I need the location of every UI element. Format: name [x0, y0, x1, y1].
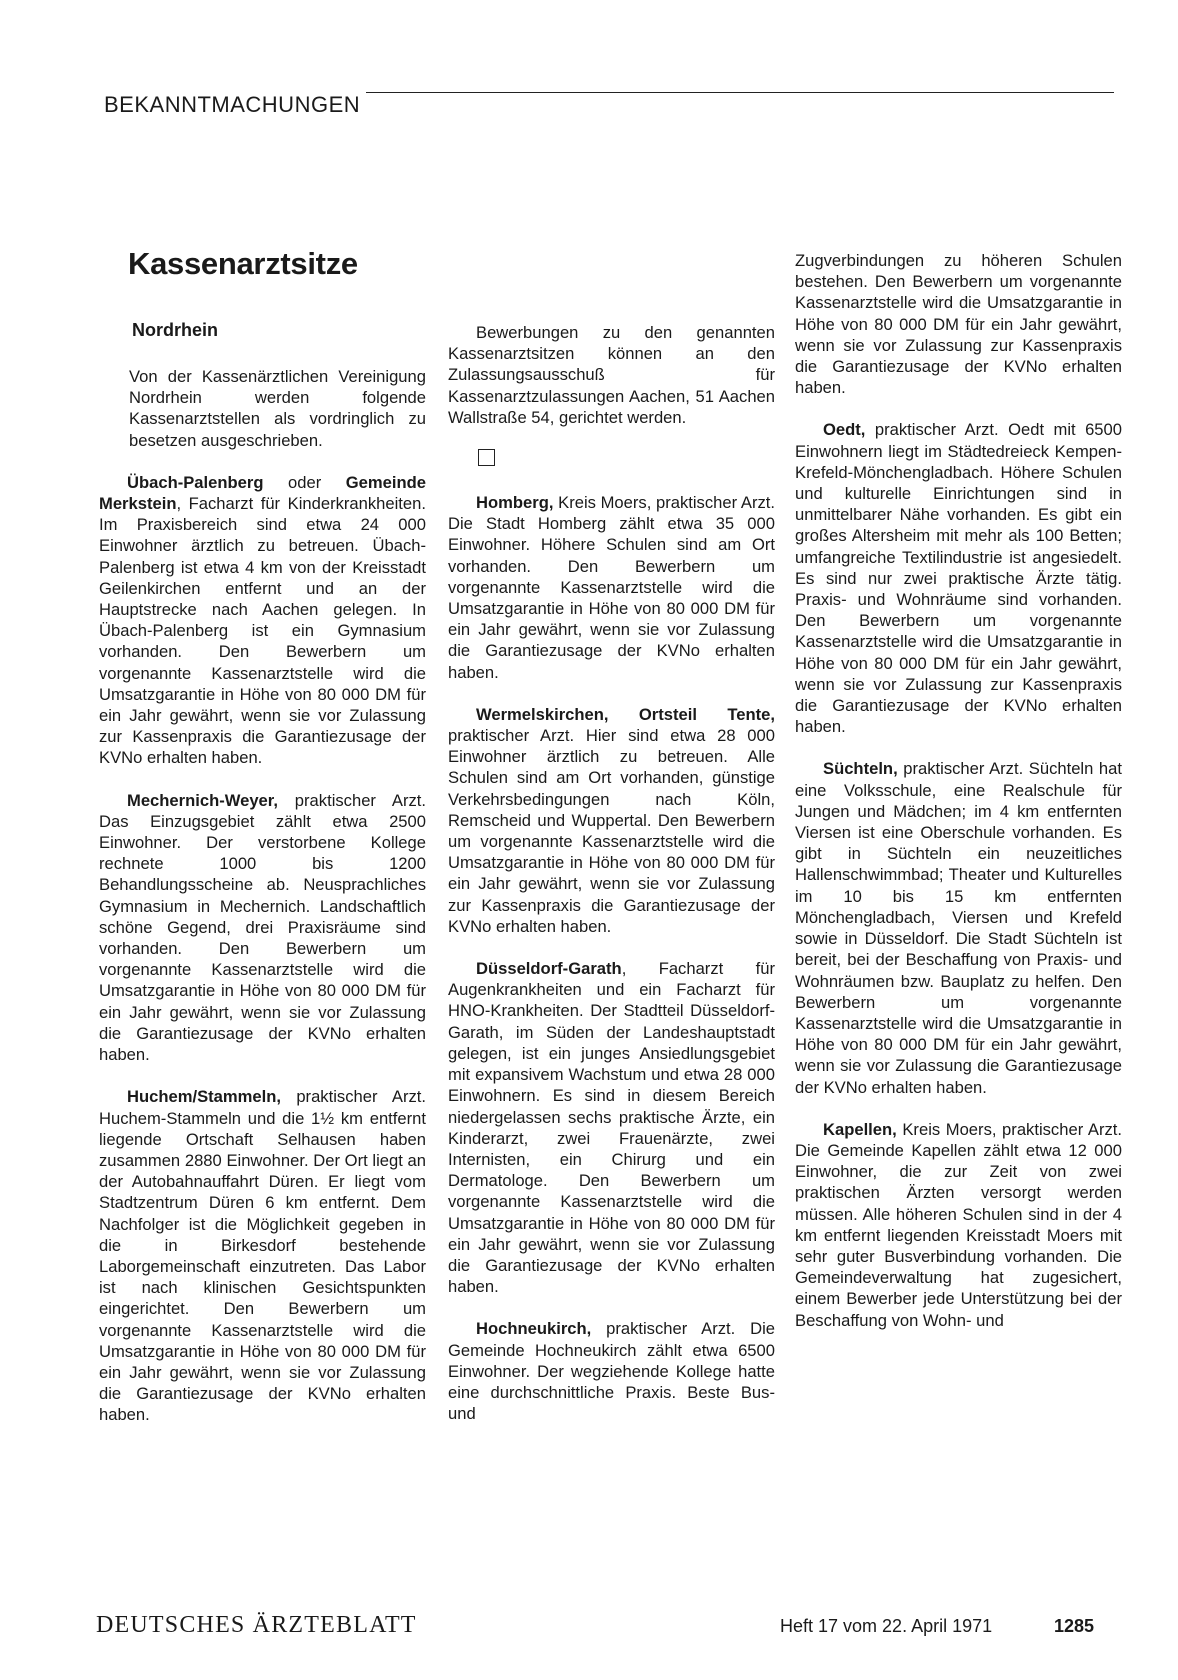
column-2 [448, 322, 775, 1445]
page-footer [96, 1612, 1106, 1642]
entry-hochneukirch-continued [795, 250, 1122, 398]
applications-note [448, 322, 775, 428]
entry-suechteln [795, 758, 1122, 1097]
entry-wermelskirchen [448, 704, 775, 937]
separator-box-icon [478, 449, 495, 466]
entry-text: praktischer Arzt. Huchem-Stammeln und die 1½ km entfernt liegende Ortschaft Selhausen haben zusammen 2880 Einwohner. Der Ort liegt an der Autobahnauffahrt Düren. Er liegt vom Stadtzentrum Düren 6 km entfernt. Dem Nachfolger ist die Möglichkeit gegeben in die in Birkesdorf bestehende Laborgemeinschaft einzutreten. Das Labor ist nach klinischen Gesichtspunkten eingerichtet. Den Bewerbern um vorgenannte Kassenarztstelle wird die Umsatzgarantie in Höhe von 80 000 DM für ein Jahr gewährt, wenn sie vor Zulassung die Garantiezusage der KVNo erhalten haben. [99, 1087, 426, 1425]
entry-place: Kapellen, [823, 1119, 897, 1139]
entry-place: Übach-Palenberg [127, 472, 264, 492]
entry-connector: oder [263, 472, 346, 492]
entry-uebach-palenberg [99, 472, 426, 769]
entry-kapellen [795, 1119, 1122, 1331]
publication-name: DEUTSCHES ÄRZTEBLATT [96, 1612, 417, 1638]
section-label: BEKANNTMACHUNGEN [104, 92, 361, 117]
column-1 [99, 366, 426, 1447]
entry-text: Bewerbungen zu den genannten Kassenarztsitzen können an den Zulassungsausschuß für Kassenarztzulassungen Aachen, 51 Aachen Wallstraße 54, gerichtet werden. [448, 323, 775, 427]
entry-oedt [795, 419, 1122, 737]
entry-text: , Facharzt für Kinderkrankheiten. Im Praxisbereich sind etwa 24 000 Einwohner ärztlich zu betreuen. Übach-Palenberg ist etwa 4 km von der Kreisstadt Geilenkirchen entfernt und an der Hauptstrecke nach Aachen gelegen. In Übach-Palenberg ist ein Gymnasium vorhanden. Den Bewerbern um vorgenannte Kassenarztstelle wird die Umsatzgarantie in Höhe von 80 000 DM für ein Jahr gewährt, wenn sie vor Zulassung zur Kassenpraxis die Garantiezusage der KVNo erhalten haben. [99, 494, 426, 768]
article-title: Kassenarztsitze [128, 246, 358, 281]
entry-hochneukirch [448, 1318, 775, 1424]
entry-place: Oedt, [823, 420, 866, 440]
entry-text: praktischer Arzt. Süchteln hat eine Volksschule, eine Realschule für Jungen und Mädchen; im 4 km entfernten Viersen ist eine Oberschule vorhanden. Es gibt in Süchteln ein neuzeitliches Hallenschwimmbad; Theater und Kulturelles im 10 bis 15 km entfernten Mönchengladbach, Viersen und Krefeld sowie in Düsseldorf. Die Stadt Süchteln ist bereit, bei der Beschaffung von Praxis- und Wohnräumen bzw. Bauplatz zu helfen. Den Bewerbern um vorgenannte Kassenarztstelle wird die Umsatzgarantie in Höhe von 80 000 DM für ein Jahr gewährt, wenn sie vor Zulassung die Garantiezusage der KVNo erhalten haben. [795, 759, 1122, 1097]
entry-text: praktischer Arzt. Hier sind etwa 28 000 Einwohner ärztlich zu betreuen. Alle Schulen sind am Ort vorhanden, günstige Verkehrsbedingungen nach Köln, Remscheid und Wuppertal. Den Bewerbern um vorgenannte Kassenarztstelle wird die Umsatzgarantie in Höhe von 80 000 DM für ein Jahr gewährt, wenn sie vor Zulassung zur Kassenpraxis die Garantiezusage der KVNo erhalten haben. [448, 726, 775, 936]
section-header [104, 92, 1114, 117]
entry-duesseldorf-garath [448, 958, 775, 1297]
entry-text: praktischer Arzt. Oedt mit 6500 Einwohnern liegt im Städtedreieck Kempen-Krefeld-Mönchengladbach. Höhere Schulen und kulturelle Einrichtungen sind in unmittelbarer Nähe vorhanden. Es gibt ein großes Altersheim mit mehr als 100 Betten; umfangreiche Textilindustrie ist angesiedelt. Es sind nur zwei praktische Ärzte tätig. Praxis- und Wohnräume sind vorhanden. Den Bewerbern um vorgenannte Kassenarztstelle wird die Umsatzgarantie in Höhe von 80 000 DM für ein Jahr gewährt, wenn sie vor Zulassung zur Kassenpraxis die Garantiezusage der KVNo erhalten haben. [795, 420, 1122, 737]
entry-text: Kreis Moers, praktischer Arzt. Die Stadt Homberg zählt etwa 35 000 Einwohner. Höhere Schulen sind am Ort vorhanden. Den Bewerbern um vorgenannte Kassenarztstelle wird die Umsatzgarantie in Höhe von 80 000 DM für ein Jahr gewährt, wenn sie vor Zulassung die Garantiezusage der KVNo erhalten haben. [448, 493, 775, 682]
entry-huchem-stammeln [99, 1086, 426, 1425]
header-rule [366, 92, 1114, 93]
entry-homberg [448, 492, 775, 683]
entry-place: Homberg, [476, 493, 554, 513]
intro-paragraph: Von der Kassenärztlichen Vereinigung Nordrhein werden folgende Kassenarztstellen als vordringlich zu besetzen ausgeschrieben. [129, 367, 426, 450]
entry-place: Huchem/Stammeln, [127, 1087, 281, 1107]
entry-place: Düsseldorf-Garath [476, 959, 622, 979]
entry-mechernich-weyer [99, 790, 426, 1066]
entry-text: praktischer Arzt. Die Gemeinde Hochneukirch zählt etwa 6500 Einwohner. Der wegziehende Kollege hatte eine durchschnittliche Praxis. Beste Bus- und [448, 1319, 775, 1424]
region-heading: Nordrhein [132, 320, 219, 340]
entry-place: Wermelskirchen, Ortsteil Tente, [476, 704, 775, 724]
entry-place: Hochneukirch, [476, 1319, 592, 1339]
issue-info: Heft 17 vom 22. April 1971 [780, 1616, 993, 1636]
page-number: 1285 [1054, 1616, 1095, 1636]
entry-place: Mechernich-Weyer, [127, 790, 278, 810]
entry-text: Zugverbindungen zu höheren Schulen bestehen. Den Bewerbern um vorgenannte Kassenarztstelle wird die Umsatzgarantie in Höhe von 80 000 DM für ein Jahr gewährt, wenn sie vor Zulassung zur Kassenpraxis die Garantiezusage der KVNo erhalten haben. [795, 251, 1122, 398]
column-3 [795, 250, 1122, 1352]
entry-place: Gemeinde Merkstein [99, 472, 426, 514]
entry-text: , Facharzt für Augenkrankheiten und ein Facharzt für HNO-Krankheiten. Der Stadtteil Düsseldorf-Garath, im Süden der Landeshauptstadt gelegen, ist ein junges Ansiedlungsgebiet mit expansivem Wachstum und etwa 28 000 Einwohnern. Es sind in diesem Bereich niedergelassen sechs praktische Ärzte, ein Kinderarzt, zwei Frauenärzte, zwei Internisten, ein Chirurg und ein Dermatologe. Den Bewerbern um vorgenannte Kassenarztstelle wird die Umsatzgarantie in Höhe von 80 000 DM für ein Jahr gewährt, wenn sie vor Zulassung die Garantiezusage der KVNo erhalten haben. [448, 959, 775, 1297]
entry-text: praktischer Arzt. Das Einzugsgebiet zählt etwa 2500 Einwohner. Der verstorbene Kollege rechnete 1000 bis 1200 Behandlungsscheine ab. Neusprachliches Gymnasium in Mechernich. Landschaftlich schöne Gegend, drei Praxisräume sind vorhanden. Den Bewerbern um vorgenannte Kassenarztstelle wird die Umsatzgarantie in Höhe von 80 000 DM für ein Jahr gewährt, wenn sie vor Zulassung die Garantiezusage der KVNo erhalten haben. [99, 790, 426, 1065]
entry-place: Süchteln, [823, 759, 898, 779]
entry-text: Kreis Moers, praktischer Arzt. Die Gemeinde Kapellen zählt etwa 12 000 Einwohner, die zur Zeit von zwei praktischen Ärzten versorgt werden müssen. Alle höheren Schulen sind in der 4 km entfernt liegenden Kreisstadt Moers mit sehr guter Busverbindung vorhanden. Die Gemeindeverwaltung hat zugesichert, einem Bewerber jede Unterstützung bei der Beschaffung von Wohn- und [795, 1119, 1122, 1330]
